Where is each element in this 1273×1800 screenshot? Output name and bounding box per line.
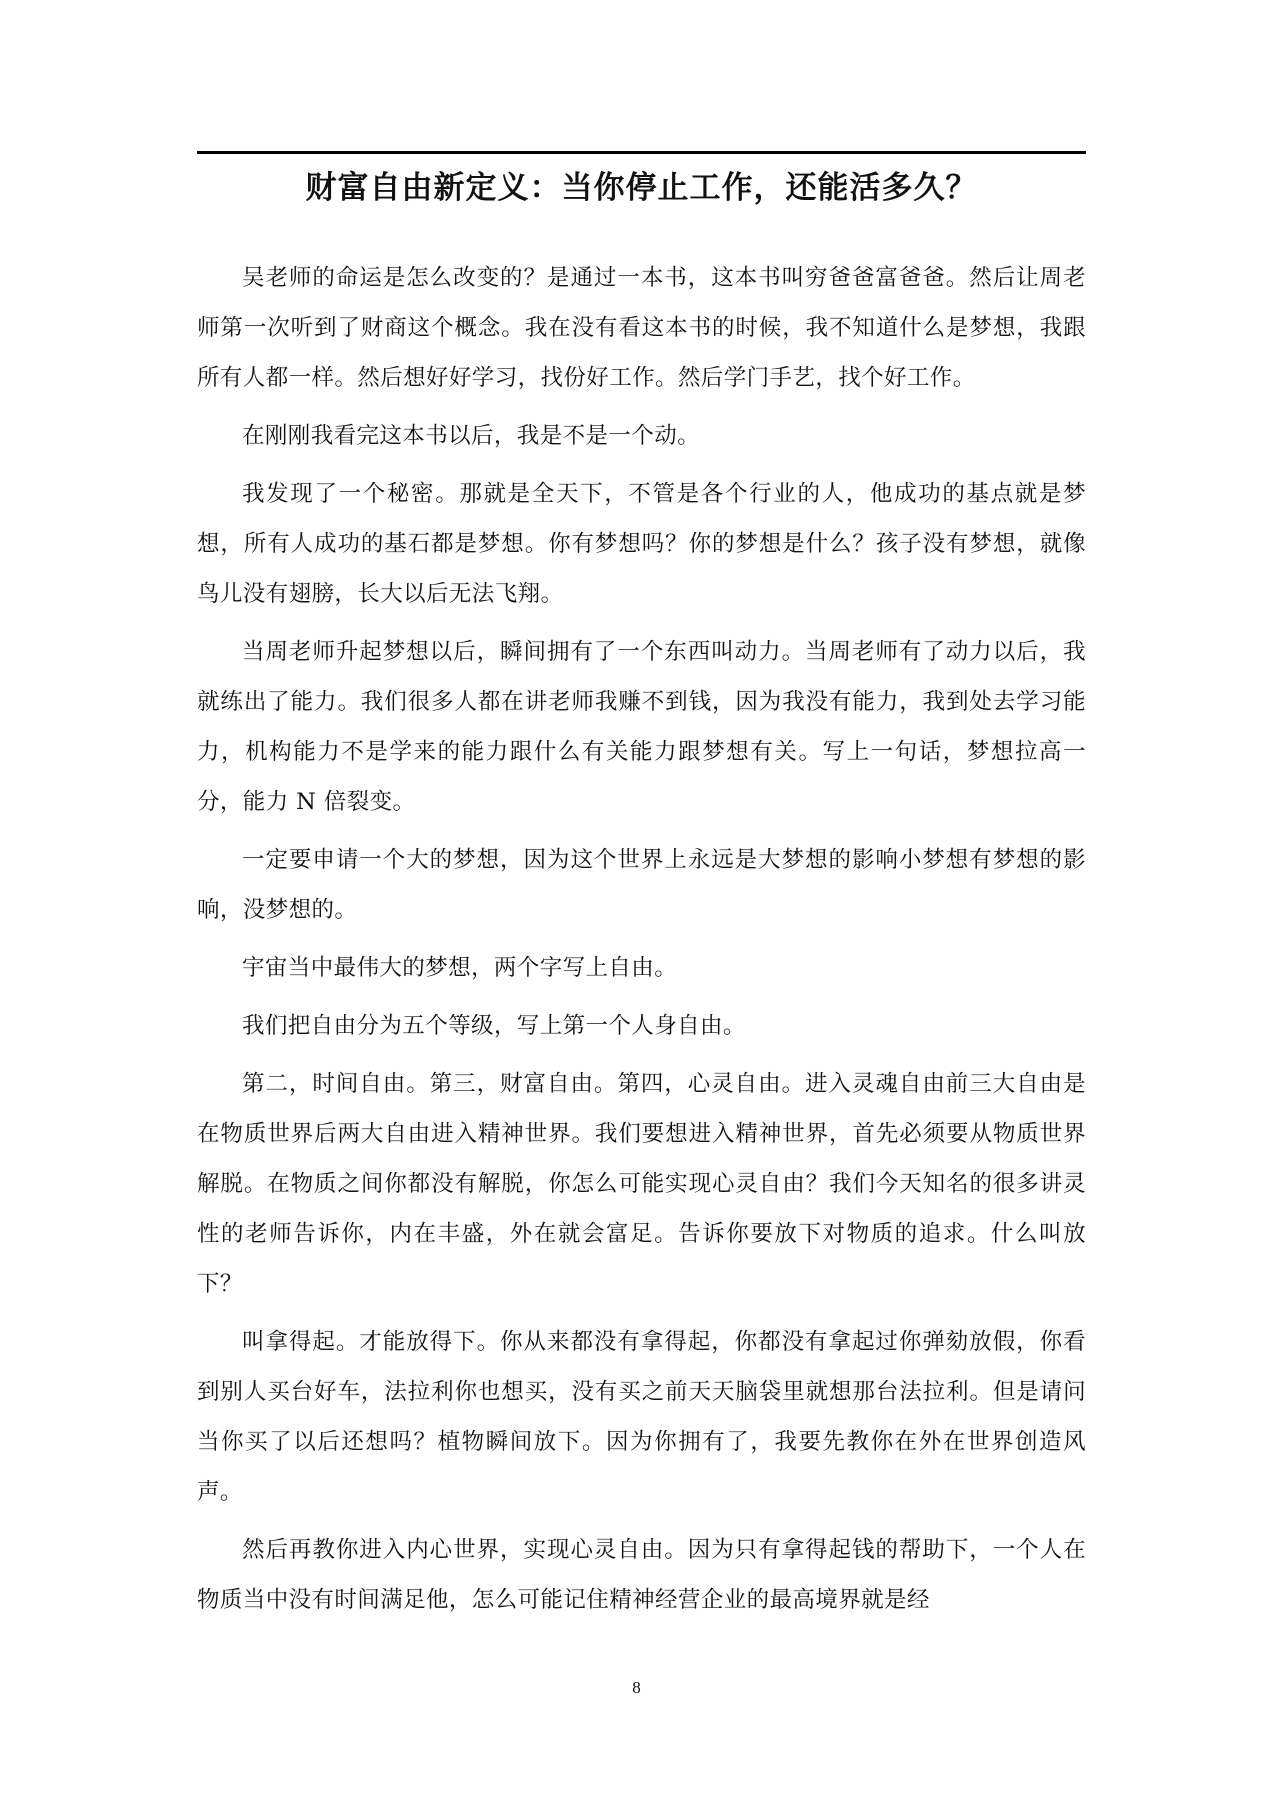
page-title: 财富自由新定义：当你停止工作，还能活多久？ [305,170,978,206]
paragraph-3: 我发现了一个秘密。那就是全天下，不管是各个行业的人，他成功的基点就是梦想，所有人成功的基石都是梦想。你有梦想吗？你的梦想是什么？孩子没有梦想，就像鸟儿没有翅膀，长大以后无法飞翔。 [197,481,1086,607]
header-rule [197,151,1086,154]
paragraph-10: 然后再教你进入内心世界，实现心灵自由。因为只有拿得起钱的帮助下，一个人在物质当中没有时间满足他，怎么可能记住精神经营企业的最高境界就是经 [197,1537,1086,1613]
paragraph-9: 叫拿得起。才能放得下。你从来都没有拿得起，你都没有拿起过你弹劾放假，你看到别人买台好车，法拉利你也想买，没有买之前天天脑袋里就想那台法拉利。但是请问当你买了以后还想吗？植物瞬间放下。因为你拥有了，我要先教你在外在世界创造风声。 [197,1329,1086,1505]
body-text [197,253,1086,1633]
paragraph-4: 当周老师升起梦想以后，瞬间拥有了一个东西叫动力。当周老师有了动力以后，我就练出了能力。我们很多人都在讲老师我赚不到钱，因为我没有能力，我到处去学习能力，机构能力不是学来的能力跟什么有关能力跟梦想有关。写上一句话，梦想拉高一分，能力 N 倍裂变。 [197,639,1086,815]
paragraph-5: 一定要申请一个大的梦想，因为这个世界上永远是大梦想的影响小梦想有梦想的影响，没梦想的。 [197,847,1086,923]
paragraph-7: 我们把自由分为五个等级，写上第一个人身自由。 [242,1013,746,1039]
paragraph-1: 吴老师的命运是怎么改变的？是通过一本书，这本书叫穷爸爸富爸爸。然后让周老师第一次听到了财商这个概念。我在没有看这本书的时候，我不知道什么是梦想，我跟所有人都一样。然后想好好学习，找份好工作。然后学门手艺，找个好工作。 [197,265,1086,391]
page-number: 8 [632,1678,641,1697]
paragraph-8: 第二，时间自由。第三，财富自由。第四，心灵自由。进入灵魂自由前三大自由是在物质世界后两大自由进入精神世界。我们要想进入精神世界，首先必须要从物质世界解脱。在物质之间你都没有解脱，你怎么可能实现心灵自由？我们今天知名的很多讲灵性的老师告诉你，内在丰盛，外在就会富足。告诉你要放下对物质的追求。什么叫放下？ [197,1071,1086,1297]
paragraph-2: 在刚刚我看完这本书以后，我是不是一个动。 [242,423,701,449]
paragraph-6: 宇宙当中最伟大的梦想，两个字写上自由。 [242,955,678,981]
